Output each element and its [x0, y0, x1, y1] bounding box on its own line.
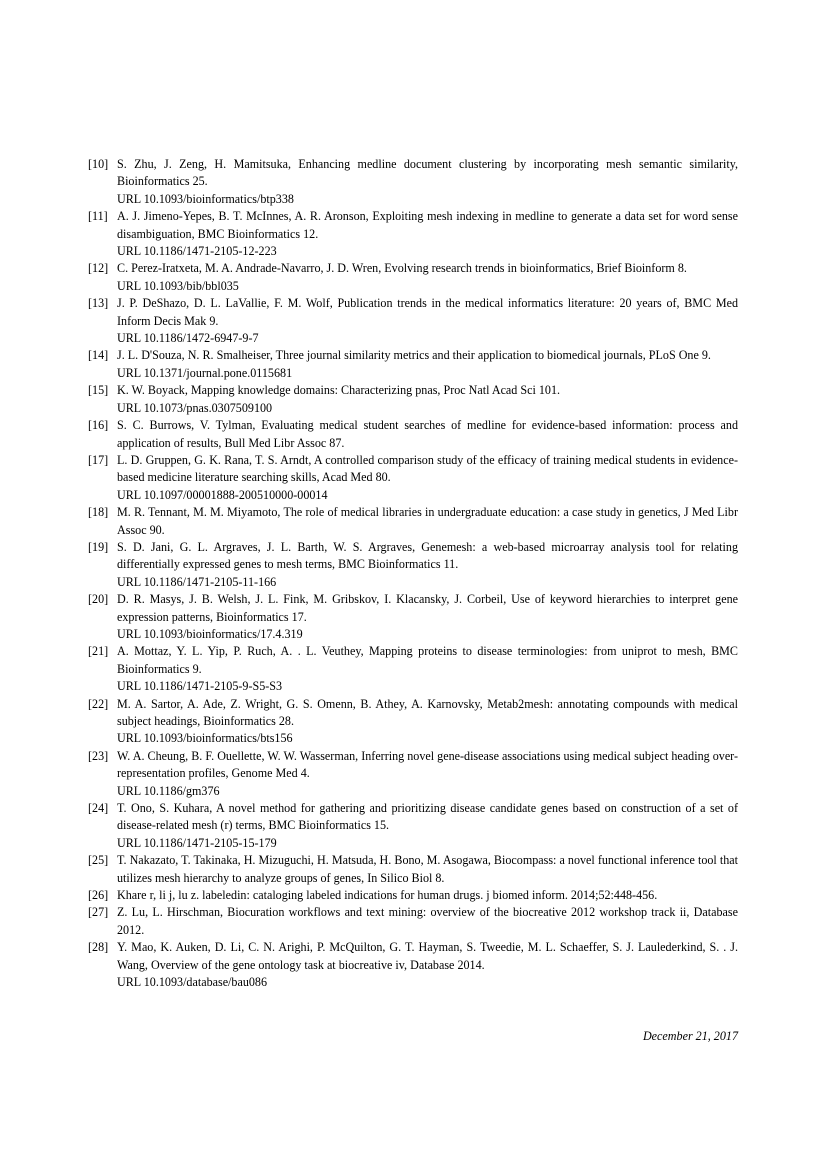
reference-body — [117, 643, 738, 695]
reference-citation-text: S. C. Burrows, V. Tylman, Evaluating medical student searches of medline for evidence-based information: process and application of results, Bull Med Libr Assoc 87. — [117, 418, 738, 450]
reference-label: [23] — [88, 748, 109, 763]
reference-doi-url[interactable]: URL 10.1093/database/bau086 — [117, 975, 268, 990]
reference-entry — [88, 852, 738, 887]
reference-citation-text: A. J. Jimeno-Yepes, B. T. McInnes, A. R. Aronson, Exploiting mesh indexing in medline to generate a data set for word sense disambiguation, BMC Bioinformatics 12. — [117, 209, 738, 241]
reference-body — [117, 417, 738, 452]
reference-label: [26] — [88, 888, 109, 903]
reference-citation-text: Khare r, li j, lu z. labeledin: cataloging labeled indications for human drugs. j biomed inform. 2014;52:448-456. — [117, 888, 658, 903]
reference-entry — [88, 208, 738, 260]
reference-entry — [88, 452, 738, 504]
reference-body — [117, 382, 738, 417]
reference-doi-url[interactable]: URL 10.1186/1471-2105-9-S5-S3 — [117, 679, 283, 694]
reference-body — [117, 539, 738, 591]
reference-doi-url[interactable]: URL 10.1186/1472-6947-9-7 — [117, 331, 259, 346]
reference-doi-url[interactable]: URL 10.1186/1471-2105-12-223 — [117, 244, 277, 259]
reference-citation-text: D. R. Masys, J. B. Welsh, J. L. Fink, M. Gribskov, I. Klacansky, J. Corbeil, Use of keyword hierarchies to interpret gene expression patterns, Bioinformatics 17. — [117, 592, 738, 624]
reference-body — [117, 208, 738, 260]
reference-label: [14] — [88, 348, 109, 363]
reference-label: [28] — [88, 940, 109, 955]
reference-doi-url[interactable]: URL 10.1093/bioinformatics/17.4.319 — [117, 626, 303, 641]
reference-entry — [88, 382, 738, 417]
reference-citation-text: T. Nakazato, T. Takinaka, H. Mizuguchi, H. Matsuda, H. Bono, M. Asogawa, Biocompass: a novel functional inference tool that utilizes mesh hierarchy to analyze groups of genes, In Silico Biol 8. — [117, 853, 738, 885]
reference-label: [22] — [88, 696, 109, 711]
reference-doi-url[interactable]: URL 10.1371/journal.pone.0115681 — [117, 365, 293, 380]
reference-label: [16] — [88, 418, 109, 433]
reference-body — [117, 939, 738, 991]
reference-doi-url[interactable]: URL 10.1097/00001888-200510000-00014 — [117, 487, 328, 502]
reference-body — [117, 696, 738, 748]
reference-label: [12] — [88, 261, 109, 276]
reference-body — [117, 156, 738, 208]
reference-entry — [88, 643, 738, 695]
reference-label: [19] — [88, 539, 109, 554]
reference-doi-url[interactable]: URL 10.1093/bioinformatics/bts156 — [117, 731, 293, 746]
reference-label: [11] — [88, 209, 108, 224]
reference-entry — [88, 295, 738, 347]
reference-citation-text: W. A. Cheung, B. F. Ouellette, W. W. Wasserman, Inferring novel gene-disease associations using medical subject heading over-representation profiles, Genome Med 4. — [117, 748, 738, 781]
reference-label: [21] — [88, 644, 109, 659]
reference-citation-text: J. L. D'Souza, N. R. Smalheiser, Three journal similarity metrics and their application to biomedical journals, PLoS One 9. — [117, 348, 711, 363]
reference-entry — [88, 504, 738, 539]
reference-citation-text: Y. Mao, K. Auken, D. Li, C. N. Arighi, P. McQuilton, G. T. Hayman, S. Tweedie, M. L. Schaeffer, S. J. Laulederkind, S. . J. Wang, Overview of the gene ontology task at biocreative iv, Database 2014. — [117, 940, 738, 972]
reference-label: [27] — [88, 905, 109, 920]
reference-citation-text: C. Perez-Iratxeta, M. A. Andrade-Navarro, J. D. Wren, Evolving research trends in bioinformatics, Brief Bioinform 8. — [117, 261, 687, 276]
reference-citation-text: S. D. Jani, G. L. Argraves, J. L. Barth, W. S. Argraves, Genemesh: a web-based microarray analysis tool for relating differentially expressed genes to mesh terms, BMC Bioinformatics 11. — [117, 539, 738, 572]
reference-label: [17] — [88, 452, 109, 467]
reference-label: [24] — [88, 801, 109, 816]
reference-doi-url[interactable]: URL 10.1073/pnas.0307509100 — [117, 400, 273, 415]
reference-citation-text: K. W. Boyack, Mapping knowledge domains: Characterizing pnas, Proc Natl Acad Sci 101. — [117, 383, 561, 398]
reference-body — [117, 887, 738, 904]
reference-doi-url[interactable]: URL 10.1186/1471-2105-15-179 — [117, 835, 277, 850]
reference-entry — [88, 748, 738, 800]
reference-label: [18] — [88, 505, 109, 520]
reference-doi-url[interactable]: URL 10.1093/bib/bbl035 — [117, 278, 239, 293]
reference-entry — [88, 696, 738, 748]
reference-label: [13] — [88, 296, 109, 311]
reference-citation-text: T. Ono, S. Kuhara, A novel method for gathering and prioritizing disease candidate genes based on construction of a set of disease-related mesh (r) terms, BMC Bioinformatics 15. — [117, 801, 738, 833]
reference-body — [117, 295, 738, 347]
reference-body — [117, 904, 738, 939]
reference-label: [10] — [88, 157, 109, 171]
reference-entry — [88, 347, 738, 382]
reference-body — [117, 452, 738, 504]
reference-entry — [88, 591, 738, 643]
reference-entry — [88, 887, 738, 904]
reference-entry — [88, 156, 738, 208]
reference-citation-text: L. D. Gruppen, G. K. Rana, T. S. Arndt, A controlled comparison study of the efficacy of training medical students in evidence-based medicine literature searching skills, Acad Med 80. — [117, 452, 738, 485]
reference-body — [117, 748, 738, 800]
reference-entry — [88, 939, 738, 991]
reference-body — [117, 504, 738, 539]
reference-doi-url[interactable]: URL 10.1093/bioinformatics/btp338 — [117, 191, 294, 206]
reference-entry — [88, 539, 738, 591]
reference-body — [117, 852, 738, 887]
reference-citation-text: M. R. Tennant, M. M. Miyamoto, The role of medical libraries in undergraduate education: a case study in genetics, J Med Libr Assoc 90. — [117, 505, 738, 537]
reference-citation-text: J. P. DeShazo, D. L. LaVallie, F. M. Wolf, Publication trends in the medical informatics literature: 20 years of, BMC Med Inform Decis Mak 9. — [117, 296, 738, 328]
reference-label: [15] — [88, 383, 109, 398]
reference-entry — [88, 417, 738, 452]
reference-entry — [88, 800, 738, 852]
reference-citation-text: Z. Lu, L. Hirschman, Biocuration workflows and text mining: overview of the biocreative 2012 workshop track ii, Database 2012. — [117, 905, 738, 937]
reference-body — [117, 800, 738, 852]
footer-date: December 21, 2017 — [642, 1029, 738, 1043]
reference-label: [20] — [88, 592, 109, 607]
bibliography-list — [88, 156, 738, 992]
reference-citation-text: S. Zhu, J. Zeng, H. Mamitsuka, Enhancing medline document clustering by incorporating mesh semantic similarity, Bioinformatics 25. — [117, 157, 738, 189]
reference-body — [117, 260, 738, 295]
reference-doi-url[interactable]: URL 10.1186/gm376 — [117, 783, 220, 798]
reference-doi-url[interactable]: URL 10.1186/1471-2105-11-166 — [117, 574, 277, 589]
reference-body — [117, 347, 738, 382]
reference-body — [117, 591, 738, 643]
reference-entry — [88, 904, 738, 939]
reference-label: [25] — [88, 853, 109, 868]
reference-citation-text: A. Mottaz, Y. L. Yip, P. Ruch, A. . L. Veuthey, Mapping proteins to disease terminologies: from uniprot to mesh, BMC Bioinformatics 9. — [117, 644, 738, 676]
reference-citation-text: M. A. Sartor, A. Ade, Z. Wright, G. S. Omenn, B. Athey, A. Karnovsky, Metab2mesh: annotating compounds with medical subject headings, Bioinformatics 28. — [117, 696, 738, 728]
reference-entry — [88, 260, 738, 295]
